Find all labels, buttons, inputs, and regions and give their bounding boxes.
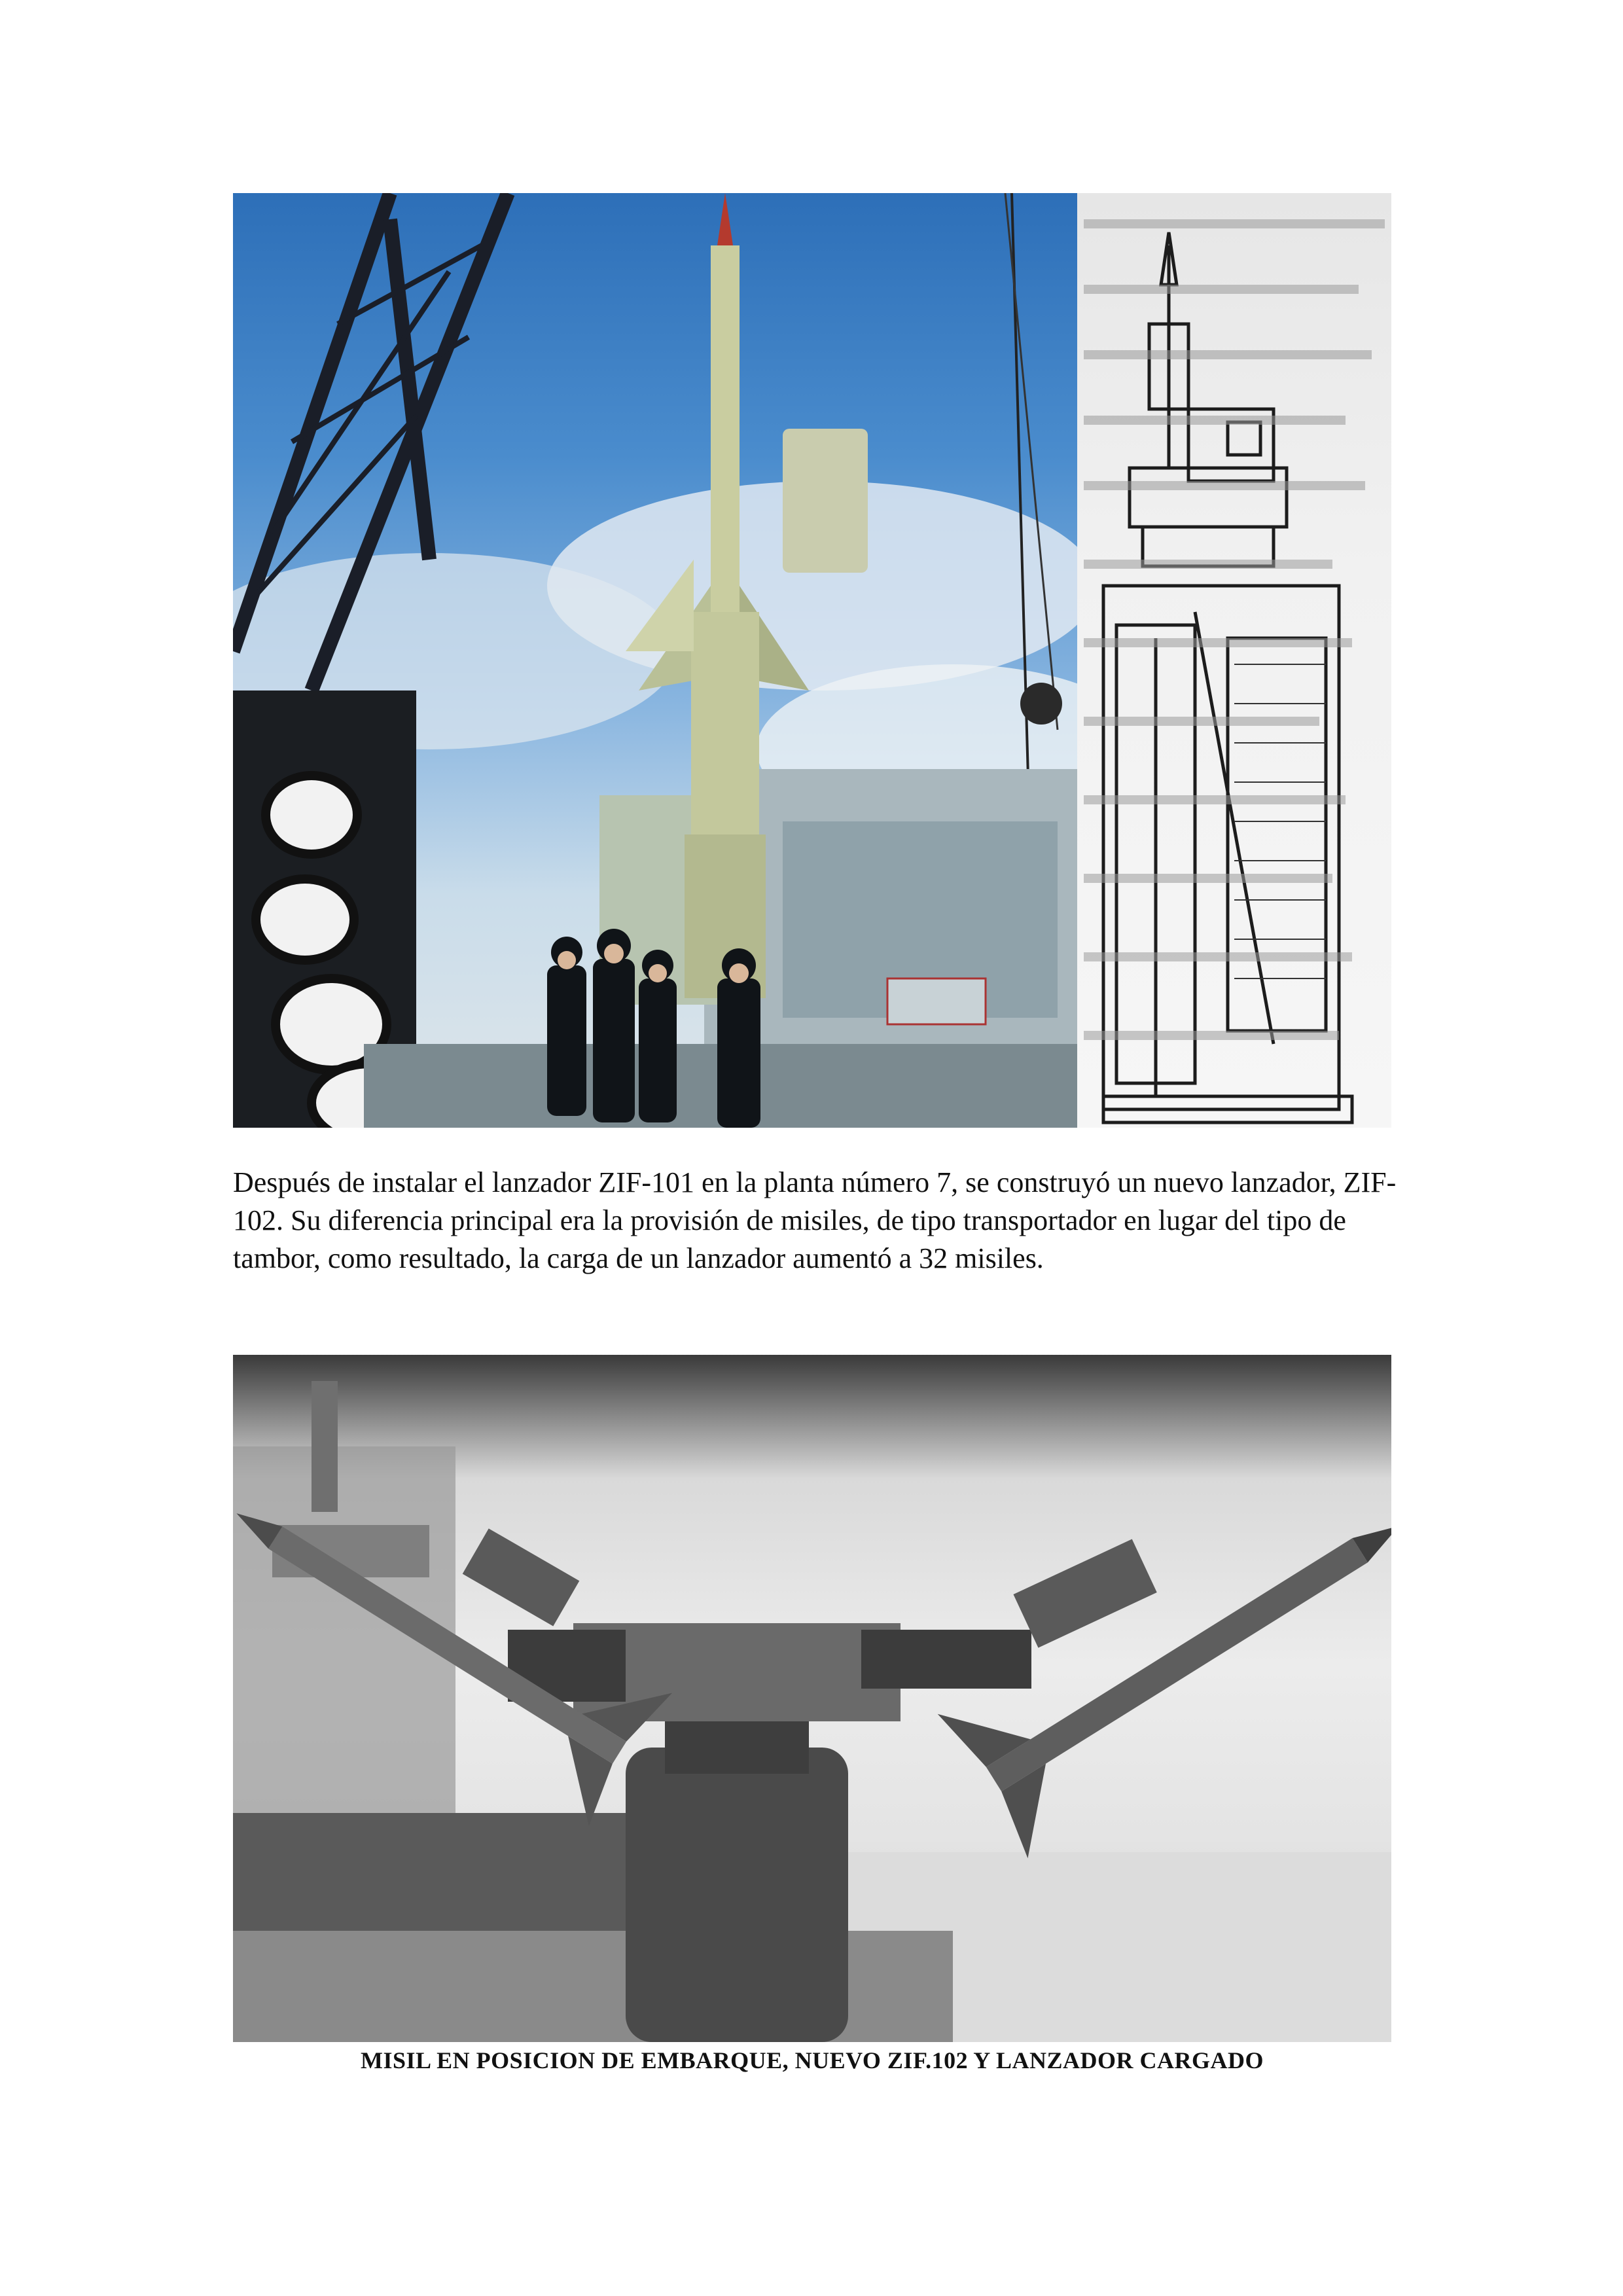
zif102-launcher-bw-photo [233, 1355, 1391, 2042]
launcher-line-drawing [1077, 193, 1391, 1128]
missile-launcher-color-photo [233, 193, 1077, 1128]
body-paragraph: Después de instalar el lanzador ZIF-101 en la planta número 7, se construyó un nuevo lanzador, ZIF-102. Su diferencia principal era la provisión de misiles, de tipo transportador en lugar del tipo de tambor, como resultado, la carga de un lanzador aumentó a 32 misiles. [233, 1166, 1397, 1274]
figure-caption: MISIL EN POSICION DE EMBARQUE, NUEVO ZIF.102 Y LANZADOR CARGADO [361, 2047, 1264, 2073]
top-figure [233, 193, 1391, 1128]
